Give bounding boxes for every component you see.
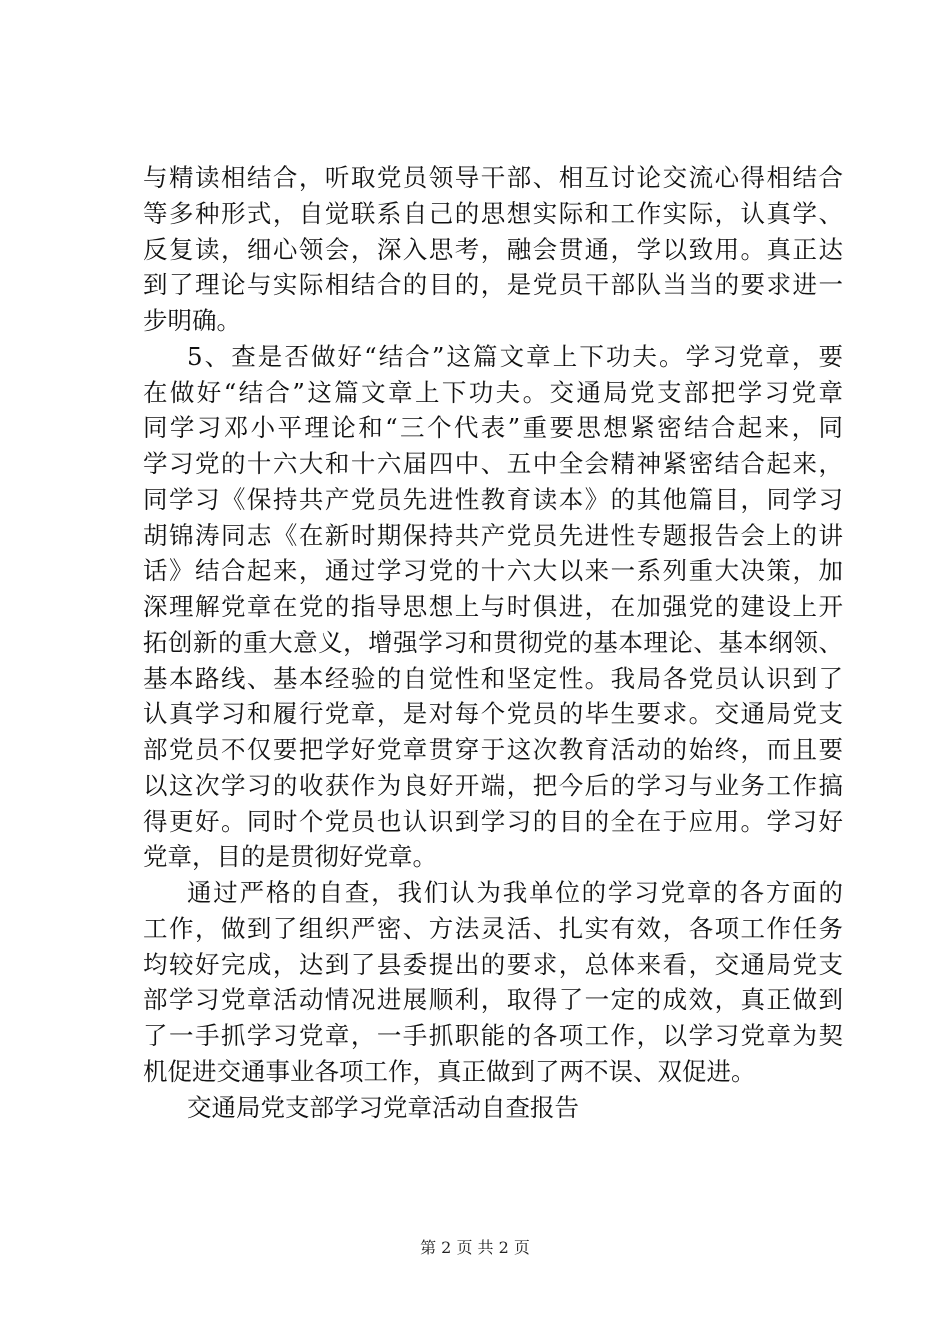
- text-line: 深理解党章在党的指导思想上与时俱进，在加强党的建设上开: [143, 592, 843, 621]
- text-line: 认真学习和履行党章，是对每个党员的毕生要求。交通局党支: [143, 699, 843, 729]
- page-footer: 第 2 页 共 2 页: [420, 1238, 530, 1257]
- text-line: 机促进交通事业各项工作，真正做到了两不误、双促进。: [143, 1056, 756, 1086]
- text-line: 拓创新的重大意义，增强学习和贯彻党的基本理论、基本纲领、: [143, 627, 843, 657]
- text-line: 了一手抓学习党章，一手抓职能的各项工作，以学习党章为契: [143, 1021, 843, 1050]
- text-line: 得更好。同时个党员也认识到学习的目的全在于应用。学习好: [143, 806, 843, 836]
- text-line: 部党员不仅要把学好党章贯穿于这次教育活动的始终，而且要: [143, 735, 843, 764]
- text-line: 同学习《保持共产党员先进性教育读本》的其他篇目，同学习: [143, 484, 843, 514]
- text-line: 党章，目的是贯彻好党章。: [143, 842, 437, 872]
- document-body: [143, 160, 843, 1125]
- text-line: 部学习党章活动情况进展顺利，取得了一定的成效，真正做到: [143, 985, 843, 1015]
- text-line: 话》结合起来，通过学习党的十六大以来一系列重大决策，加: [143, 556, 843, 586]
- text-line: 均较好完成，达到了县委提出的要求，总体来看，交通局党支: [143, 949, 843, 979]
- text-line: 在做好“结合”这篇文章上下功夫。交通局党支部把学习党章: [143, 377, 843, 407]
- text-line: 工作，做到了组织严密、方法灵活、扎实有效，各项工作任务: [143, 913, 843, 943]
- text-line: 反复读，细心领会，深入思考，融会贯通，学以致用。真正达: [143, 234, 843, 264]
- text-line: 以这次学习的收获作为良好开端，把今后的学习与业务工作搞: [143, 770, 843, 800]
- text-line: 同学习邓小平理论和“三个代表”重要思想紧密结合起来，同: [143, 413, 843, 443]
- text-line: 与精读相结合，听取党员领导干部、相互讨论交流心得相结合: [143, 163, 843, 192]
- text-line: 等多种形式，自觉联系自己的思想实际和工作实际，认真学、: [143, 198, 843, 228]
- text-line: 基本路线、基本经验的自觉性和坚定性。我局各党员认识到了: [143, 663, 843, 693]
- paragraph-start-line: 5、查是否做好“结合”这篇文章上下功夫。学习党章，要: [187, 341, 843, 371]
- text-line: 胡锦涛同志《在新时期保持共产党员先进性专题报告会上的讲: [143, 520, 843, 550]
- text-line: 到了理论与实际相结合的目的，是党员干部队当当的要求进一: [143, 270, 843, 300]
- text-line: 学习党的十六大和十六届四中、五中全会精神紧密结合起来，: [143, 449, 843, 478]
- text-line: 步明确。: [143, 306, 241, 335]
- paragraph-start-line: 通过严格的自查，我们认为我单位的学习党章的各方面的: [187, 878, 843, 907]
- document-title-line: 交通局党支部学习党章活动自查报告: [187, 1092, 579, 1122]
